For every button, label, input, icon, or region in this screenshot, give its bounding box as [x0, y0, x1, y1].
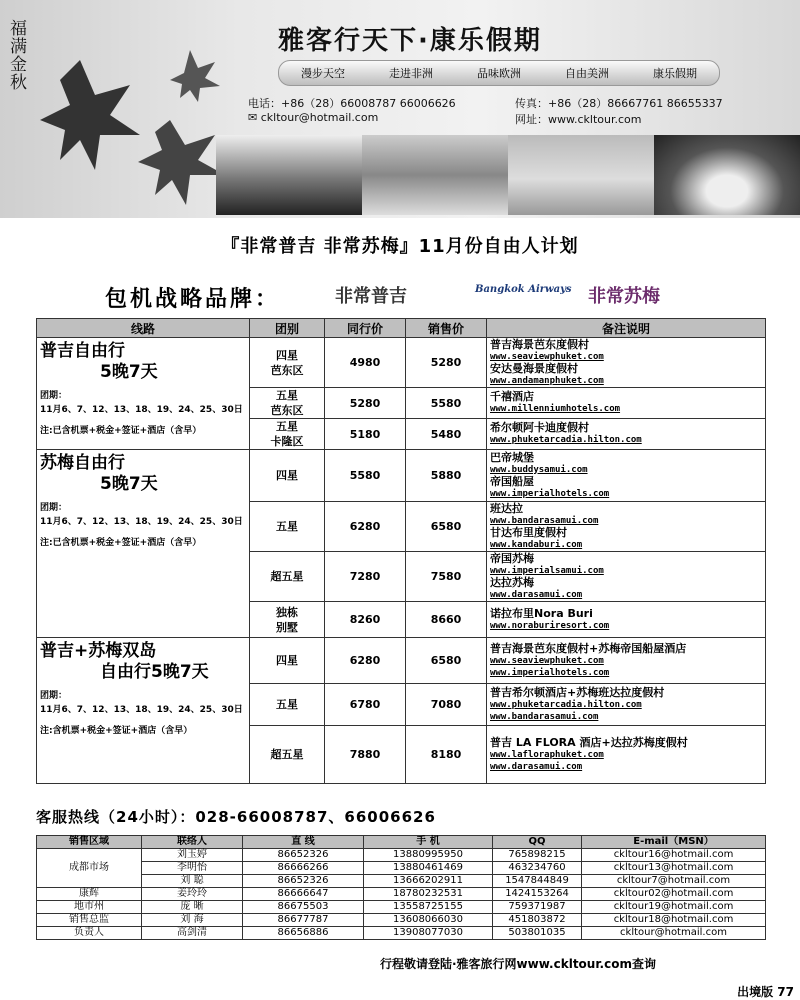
hotel-link[interactable]: www.andamanphuket.com — [490, 375, 604, 386]
grade-text: 四星 — [276, 469, 298, 482]
hotel-name: 普吉海景芭东度假村+苏梅帝国船屋酒店 — [490, 641, 687, 655]
column-header: 团别 — [250, 319, 325, 338]
hotel-name: 希尔顿阿卡迪度假村 — [490, 421, 589, 434]
column-header: E-mail（MSN） — [582, 836, 766, 849]
grade-text: 四星 — [276, 654, 298, 667]
peer-price: 6280 — [325, 638, 406, 684]
remarks-cell — [487, 338, 766, 388]
remarks-cell — [487, 602, 766, 638]
samui-logo: 非常苏梅 — [588, 286, 660, 307]
fax-label: 传真： — [515, 97, 548, 110]
dates-value: 11月6、7、12、13、18、19、24、25、30日 — [40, 405, 243, 415]
qq-number: 765898215 — [493, 849, 582, 862]
route-name: 普吉自由行 — [40, 341, 125, 361]
grade-cell — [250, 450, 325, 502]
fax-value: +86（28）86667761 86655337 — [548, 97, 723, 110]
sale-price: 6580 — [406, 502, 487, 552]
phuket-logo: 非常普吉 — [335, 286, 407, 307]
direct-line: 86666266 — [243, 862, 364, 875]
grade-cell — [250, 552, 325, 602]
sales-area: 成都市场 — [37, 849, 142, 888]
service-hotline: 客服热线（24小时）：028-66008787、66006626 — [36, 808, 436, 826]
route-note: 注:含机票+税金+签证+酒店（含早） — [40, 726, 193, 736]
grade-text: 五星 — [276, 698, 298, 711]
bangkok-airways-logo: Bangkok Airways — [475, 284, 572, 295]
hotel-link[interactable]: www.bandarasamui.com — [490, 515, 599, 526]
phone-line — [248, 95, 456, 111]
slogan-item: 走进非洲 — [389, 67, 433, 80]
mobile-number: 13908077030 — [364, 927, 493, 940]
direct-line: 86656886 — [243, 927, 364, 940]
envelope-icon: ✉ — [248, 111, 261, 124]
hotel-link[interactable]: www.seaviewphuket.com — [490, 655, 604, 666]
grade-text: 五星 — [276, 389, 298, 402]
email-line[interactable] — [248, 111, 378, 124]
qq-number: 463234760 — [493, 862, 582, 875]
phone-label: 电话： — [248, 97, 281, 110]
brand-strategy: 包机战略品牌： — [105, 287, 281, 312]
sales-area: 销售总监 — [37, 914, 142, 927]
email-address[interactable]: ckltour13@hotmail.com — [582, 862, 766, 875]
page-number: 出境版 77 — [737, 985, 794, 999]
grade-text: 独栋 — [276, 605, 298, 619]
contact-name: 高剑清 — [142, 927, 243, 940]
dates-label: 团期： — [40, 503, 68, 513]
footer-note: 行程敬请登陆·雅客旅行网www.ckltour.com查询 — [380, 957, 656, 971]
hotel-link[interactable]: www.noraburiresort.com — [490, 620, 610, 631]
hotel-link[interactable]: www.darasamui.com — [490, 761, 583, 772]
sales-contact-table — [36, 835, 766, 940]
column-header: 同行价 — [325, 319, 406, 338]
column-header: 直 线 — [243, 836, 364, 849]
hotel-link[interactable]: www.phuketarcadia.hilton.com — [490, 435, 642, 445]
hotel-link[interactable]: www.phuketarcadia.hilton.com — [490, 699, 642, 710]
sales-area: 康辉 — [37, 888, 142, 901]
grade-cell — [250, 502, 325, 552]
route-name: 普吉+苏梅双岛 — [40, 641, 157, 661]
email-value[interactable]: ckltour@hotmail.com — [260, 111, 379, 124]
vertical-title: 福 满 金 秋 — [10, 19, 27, 93]
grade-cell — [250, 638, 325, 684]
grade-cell — [250, 602, 325, 638]
sale-price: 5580 — [406, 388, 487, 419]
route-cell — [37, 638, 250, 784]
grade-text: 五星 — [276, 420, 298, 433]
table-row — [37, 927, 766, 940]
hotel-link[interactable]: www.kandaburi.com — [490, 539, 583, 550]
brand-title: 雅客行天下·康乐假期 — [278, 26, 542, 56]
peer-price: 5580 — [325, 450, 406, 502]
hotel-link[interactable]: www.imperialhotels.com — [490, 488, 610, 499]
grade-text: 卡隆区 — [270, 435, 304, 448]
email-address[interactable]: ckltour19@hotmail.com — [582, 901, 766, 914]
table-row — [37, 450, 766, 502]
grade-cell — [250, 684, 325, 726]
sale-price: 6580 — [406, 638, 487, 684]
grade-cell — [250, 388, 325, 419]
email-address[interactable]: ckltour@hotmail.com — [582, 927, 766, 940]
table-header-row — [37, 319, 766, 338]
contact-name: 刘 海 — [142, 914, 243, 927]
table-row — [37, 338, 766, 388]
direct-line: 86666647 — [243, 888, 364, 901]
mobile-number: 13608066030 — [364, 914, 493, 927]
website-line[interactable] — [515, 111, 641, 127]
sale-price: 8180 — [406, 726, 487, 784]
grade-text: 超五星 — [270, 570, 304, 583]
remarks-cell — [487, 450, 766, 502]
route-note: 注:已含机票+税金+签证+酒店（含早） — [40, 426, 202, 436]
mobile-number: 13558725155 — [364, 901, 493, 914]
mobile-number: 13880461469 — [364, 862, 493, 875]
sales-area: 负责人 — [37, 927, 142, 940]
header-banner — [0, 0, 800, 218]
hotel-link[interactable]: www.imperialsamui.com — [490, 565, 604, 576]
remarks-cell — [487, 552, 766, 602]
hotel-link[interactable]: www.imperialhotels.com — [490, 667, 610, 678]
peer-price: 6780 — [325, 684, 406, 726]
grade-text: 四星 — [276, 348, 298, 362]
table-row — [37, 638, 766, 684]
hotel-name: 巴帝城堡 — [490, 450, 534, 464]
column-header: 手 机 — [364, 836, 493, 849]
hotel-name: 达拉苏梅 — [490, 575, 534, 589]
hotel-link[interactable]: www.seaviewphuket.com — [490, 351, 604, 362]
qq-number: 451803872 — [493, 914, 582, 927]
dates-value: 11月6、7、12、13、18、19、24、25、30日 — [40, 705, 243, 715]
slogan-item: 康乐假期 — [653, 67, 697, 80]
sale-price: 5480 — [406, 419, 487, 450]
table-row — [37, 862, 766, 875]
hotel-name: 帝国苏梅 — [490, 551, 534, 565]
hotel-name: 诺拉布里Nora Buri — [490, 606, 593, 620]
dates-label: 团期： — [40, 691, 68, 701]
peer-price: 5280 — [325, 388, 406, 419]
direct-line: 86675503 — [243, 901, 364, 914]
remarks-cell — [487, 388, 766, 419]
table-row — [37, 888, 766, 901]
grade-cell — [250, 338, 325, 388]
website-value[interactable]: www.ckltour.com — [548, 113, 642, 126]
mobile-number: 13666202911 — [364, 875, 493, 888]
route-cell — [37, 338, 250, 450]
table-row — [37, 901, 766, 914]
column-header: 备注说明 — [487, 319, 766, 338]
grade-text: 芭东区 — [270, 404, 304, 417]
route-note: 注:已含机票+税金+签证+酒店（含早） — [40, 538, 202, 548]
grade-text: 芭东区 — [270, 363, 304, 377]
grade-cell — [250, 726, 325, 784]
sale-price: 8660 — [406, 602, 487, 638]
route-duration: 5晚7天 — [100, 362, 158, 382]
surfboard-photo — [362, 135, 508, 215]
island-photo — [654, 135, 800, 215]
route-name: 苏梅自由行 — [40, 453, 125, 473]
fax-line — [515, 95, 723, 111]
email-address[interactable]: ckltour02@hotmail.com — [582, 888, 766, 901]
column-header: 联络人 — [142, 836, 243, 849]
route-duration: 自由行5晚7天 — [100, 662, 209, 682]
hotel-name: 普吉希尔顿酒店+苏梅班达拉度假村 — [490, 685, 665, 699]
route-dates — [40, 501, 246, 529]
contact-name: 刘玉婷 — [142, 849, 243, 862]
qq-number: 503801035 — [493, 927, 582, 940]
hotel-link[interactable]: www.lafloraphuket.com — [490, 749, 604, 760]
hotel-name: 安达曼海景度假村 — [490, 361, 578, 375]
sales-area: 地市州 — [37, 901, 142, 914]
website-label: 网址： — [515, 113, 548, 126]
hotel-name: 甘达布里度假村 — [490, 525, 567, 539]
route-duration: 5晚7天 — [100, 474, 158, 494]
grade-text: 超五星 — [270, 748, 304, 761]
remarks-cell — [487, 684, 766, 726]
route-cell — [37, 450, 250, 638]
mobile-number: 13880995950 — [364, 849, 493, 862]
table-row — [37, 849, 766, 862]
mobile-number: 18780232531 — [364, 888, 493, 901]
hotel-name: 普吉 LA FLORA 酒店+达拉苏梅度假村 — [490, 735, 688, 749]
hotel-link[interactable]: www.buddysamui.com — [490, 464, 588, 475]
hotel-name: 普吉海景芭东度假村 — [490, 337, 589, 351]
direct-line: 86677787 — [243, 914, 364, 927]
peer-price: 6280 — [325, 502, 406, 552]
page-title: 『非常普吉 非常苏梅』11月份自由人计划 — [221, 236, 579, 257]
email-address[interactable]: ckltour18@hotmail.com — [582, 914, 766, 927]
sale-price: 7580 — [406, 552, 487, 602]
route-dates — [40, 389, 246, 417]
contact-name: 李明怡 — [142, 862, 243, 875]
contact-name: 姜玲玲 — [142, 888, 243, 901]
grade-text: 五星 — [276, 520, 298, 533]
remarks-cell — [487, 638, 766, 684]
phone-value: +86（28）66008787 66006626 — [281, 97, 456, 110]
photo-strip — [216, 135, 800, 215]
contact-name: 刘 聪 — [142, 875, 243, 888]
hotel-name: 帝国船屋 — [490, 474, 534, 488]
beach-photo — [216, 135, 362, 215]
column-header: QQ — [493, 836, 582, 849]
direct-line: 86652326 — [243, 875, 364, 888]
hotel-name: 千禧酒店 — [490, 390, 534, 403]
remarks-cell — [487, 502, 766, 552]
peer-price: 5180 — [325, 419, 406, 450]
palm-photo — [508, 135, 654, 215]
slogan-item: 自由美洲 — [565, 67, 609, 80]
hotel-link[interactable]: www.millenniumhotels.com — [490, 404, 621, 414]
peer-price: 7280 — [325, 552, 406, 602]
slogan-item: 漫步天空 — [301, 67, 345, 80]
column-header: 销售价 — [406, 319, 487, 338]
peer-price: 4980 — [325, 338, 406, 388]
hotel-link[interactable]: www.bandarasamui.com — [490, 711, 599, 722]
qq-number: 1424153264 — [493, 888, 582, 901]
hotel-link[interactable]: www.darasamui.com — [490, 589, 583, 600]
slogan-bar — [278, 60, 720, 86]
qq-number: 1547844849 — [493, 875, 582, 888]
route-dates — [40, 689, 246, 717]
contact-name: 庞 晰 — [142, 901, 243, 914]
tour-price-table — [36, 318, 766, 784]
dates-value: 11月6、7、12、13、18、19、24、25、30日 — [40, 517, 243, 527]
slogan-item: 品味欧洲 — [477, 67, 521, 80]
sale-price: 7080 — [406, 684, 487, 726]
qq-number: 759371987 — [493, 901, 582, 914]
table-row — [37, 914, 766, 927]
dates-label: 团期： — [40, 391, 68, 401]
remarks-cell — [487, 726, 766, 784]
sale-price: 5280 — [406, 338, 487, 388]
peer-price: 8260 — [325, 602, 406, 638]
column-header: 线路 — [37, 319, 250, 338]
direct-line: 86652326 — [243, 849, 364, 862]
grade-cell — [250, 419, 325, 450]
column-header: 销售区域 — [37, 836, 142, 849]
hotel-name: 班达拉 — [490, 501, 523, 515]
peer-price: 7880 — [325, 726, 406, 784]
table-row — [37, 875, 766, 888]
email-address[interactable]: ckltour16@hotmail.com — [582, 849, 766, 862]
sales-header-row — [37, 836, 766, 849]
grade-text: 别墅 — [276, 620, 298, 634]
sale-price: 5880 — [406, 450, 487, 502]
email-address[interactable]: ckltour7@hotmail.com — [582, 875, 766, 888]
remarks-cell — [487, 419, 766, 450]
